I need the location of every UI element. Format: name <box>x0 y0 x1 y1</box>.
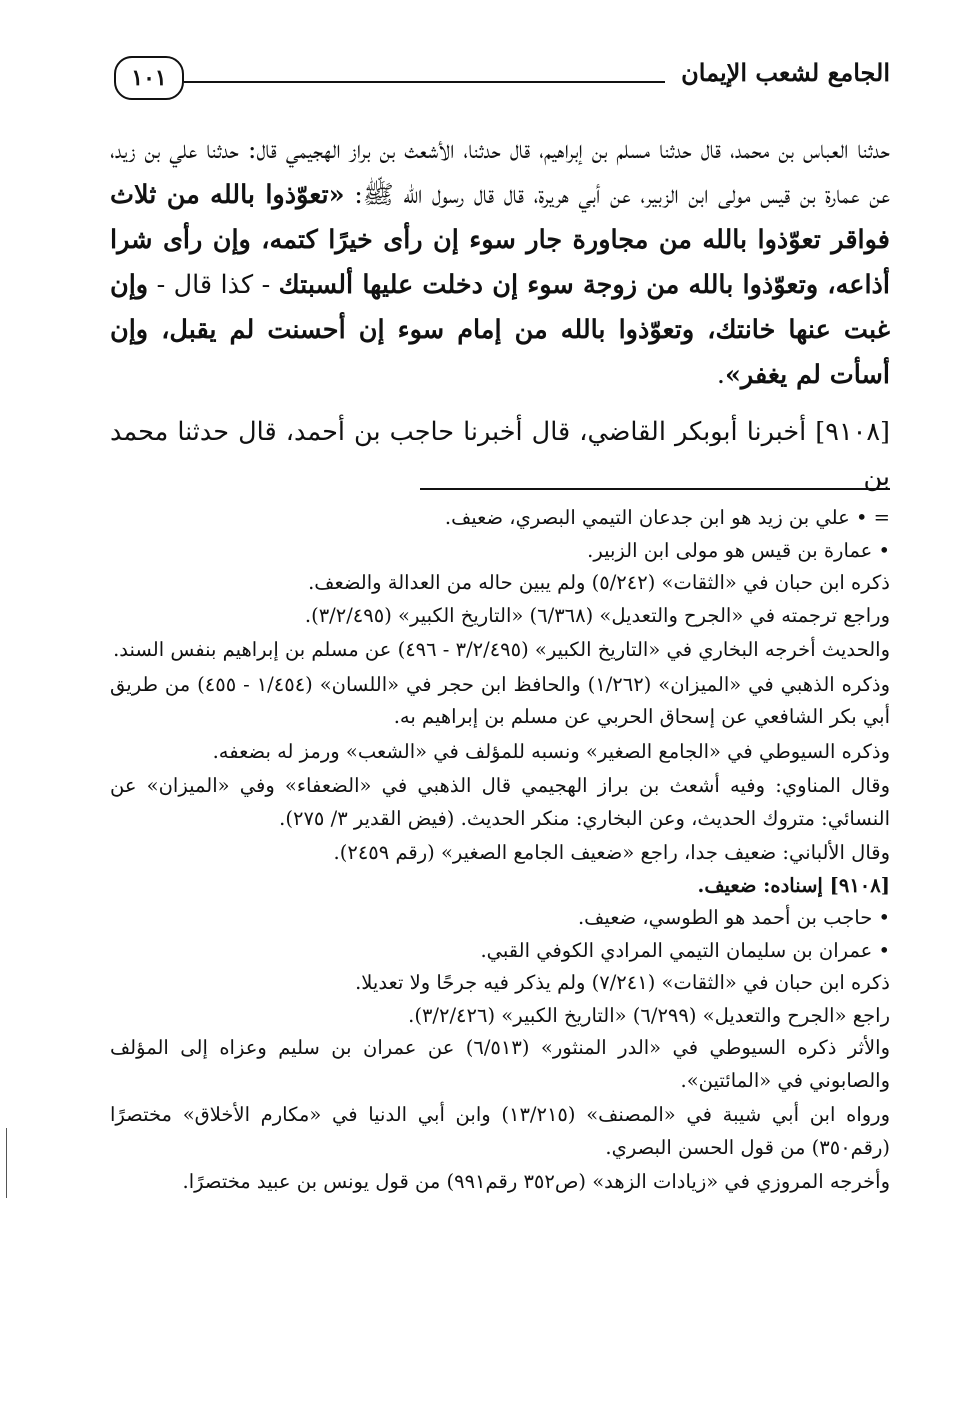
hadith-text-part-2: وإن غبت عنها خانتك، وتعوّذوا بالله من إمام سوء إن أحسنت لم يقبل، وإن أسأت لم يغفر» <box>110 270 890 390</box>
footnote-line: وراجع ترجمته في «الجرح والتعديل» (٦/٣٦٨) «التاريخ الكبير» (٣/٢/٤٩٥). <box>304 603 890 627</box>
footnote-line: وذكره الذهبي في «الميزان» (١/٢٦٢) والحافظ ابن حجر في «اللسان» (١/٤٥٤ - ٤٥٥) من طريق أبي بكر الشافعي عن إسحاق الحربي عن مسلم بن إبراهيم به. <box>110 672 890 728</box>
footnote-line: [٩١٠٨] إسناده: ضعيف. <box>697 873 890 897</box>
footnote-separator <box>420 488 890 490</box>
footnote-line: والحديث أخرجه البخاري في «التاريخ الكبير» (٣/٢/٤٩٥ - ٤٩٦) عن مسلم بن إبراهيم بنفس السند. <box>113 638 890 661</box>
footnote-line: = • علي بن زيد هو ابن جدعان التيمي البصري، ضعيف. <box>444 506 890 529</box>
main-text <box>110 128 890 500</box>
header-rule <box>184 81 665 83</box>
page-number: ١٠١ <box>114 56 184 100</box>
page-header <box>110 52 890 104</box>
footnote-line: ورواه ابن أبي شيبة في «المصنف» (١٣/٢١٥) وابن أبي الدنيا في «مكارم الأخلاق» مختصرًا (رقم٣٥٠) من قول الحسن البصري. <box>110 1103 890 1159</box>
next-hadith-paragraph: [٩١٠٨] أخبرنا أبوبكر القاضي، قال أخبرنا حاجب بن أحمد، قال حدثنا محمد بن <box>110 417 890 492</box>
footnote-line: والأثر ذكره السيوطي في «الدر المنثور» (٦/٥١٣) عن عمران بن سليم وعزاه إلى المؤلف والصابوني في «المائتين». <box>110 1036 891 1092</box>
footnote-line: • حاجب بن أحمد هو الطوسي، ضعيف. <box>577 906 890 929</box>
footnote-line: • عمارة بن قيس هو مولى ابن الزبير. <box>587 538 890 562</box>
footnote-line: ذكره ابن حبان في «الثقات» (٧/٢٤١) ولم يذكر فيه جرحًا ولا تعديلا. <box>355 971 890 994</box>
footnotes <box>110 502 890 1199</box>
running-title: الجامع لشعب الإيمان <box>681 58 890 87</box>
footnote-line: راجع «الجرح والتعديل» (٦/٢٩٩) «التاريخ الكبير» (٣/٢/٤٢٦). <box>408 1003 890 1027</box>
footnote-line: وأخرجه المروزي في «زيادات الزهد» (ص٣٥٢ رقم٩٩١) من قول يونس بن عبيد مختصرًا. <box>182 1170 890 1193</box>
footnote-line: وقال المناوي: وفيه أشعث بن براز الهجيمي قال الذهبي في «الضعفاء» وفي «الميزان» عن النسائي: متروك الحديث، وعن البخاري: منكر الحديث. (فيض القدير ٣/ ٢٧٥). <box>110 774 890 830</box>
margin-line <box>6 1128 7 1198</box>
hadith-paragraph <box>110 128 890 398</box>
isnad-text: حدثنا العباس بن محمد، قال حدثنا مسلم بن إبراهيم، قال حدثنا، الأشعث بن براز الهجيمي قال: حدثنا علي بن زيد، عن عمارة بن قيس مولى ابن الزبير، عن أبي هريرة، قال قال رسول الله ﷺ: <box>110 135 890 210</box>
kadha-qal-note: - كذا قال - <box>148 270 279 300</box>
hadith-end-mark: . <box>716 360 725 390</box>
footnote-line: وقال الألباني: ضعيف جدا، راجع «ضعيف الجامع الصغير» (رقم ٢٤٥٩). <box>333 841 890 864</box>
footnote-line: ذكره ابن حبان في «الثقات» (٥/٢٤٢) ولم يبين حاله من العدالة والضعف. <box>308 571 890 594</box>
footnote-line: وذكره السيوطي في «الجامع الصغير» ونسبه للمؤلف في «الشعب» ورمز له بضعفه. <box>212 739 890 763</box>
footnote-line: • عمران بن سليمان التيمي المرادي الكوفي القبي. <box>480 938 890 962</box>
hadith-text-part-1: «تعوّذوا بالله من ثلاث فواقر تعوّذوا بالله من مجاورة جار سوء إن رأى خيرًا كتمه، وإن رأى شرا أذاعه، وتعوّذوا بالله من زوجة سوء إن دخلت عليها ألسبتك <box>110 180 890 300</box>
